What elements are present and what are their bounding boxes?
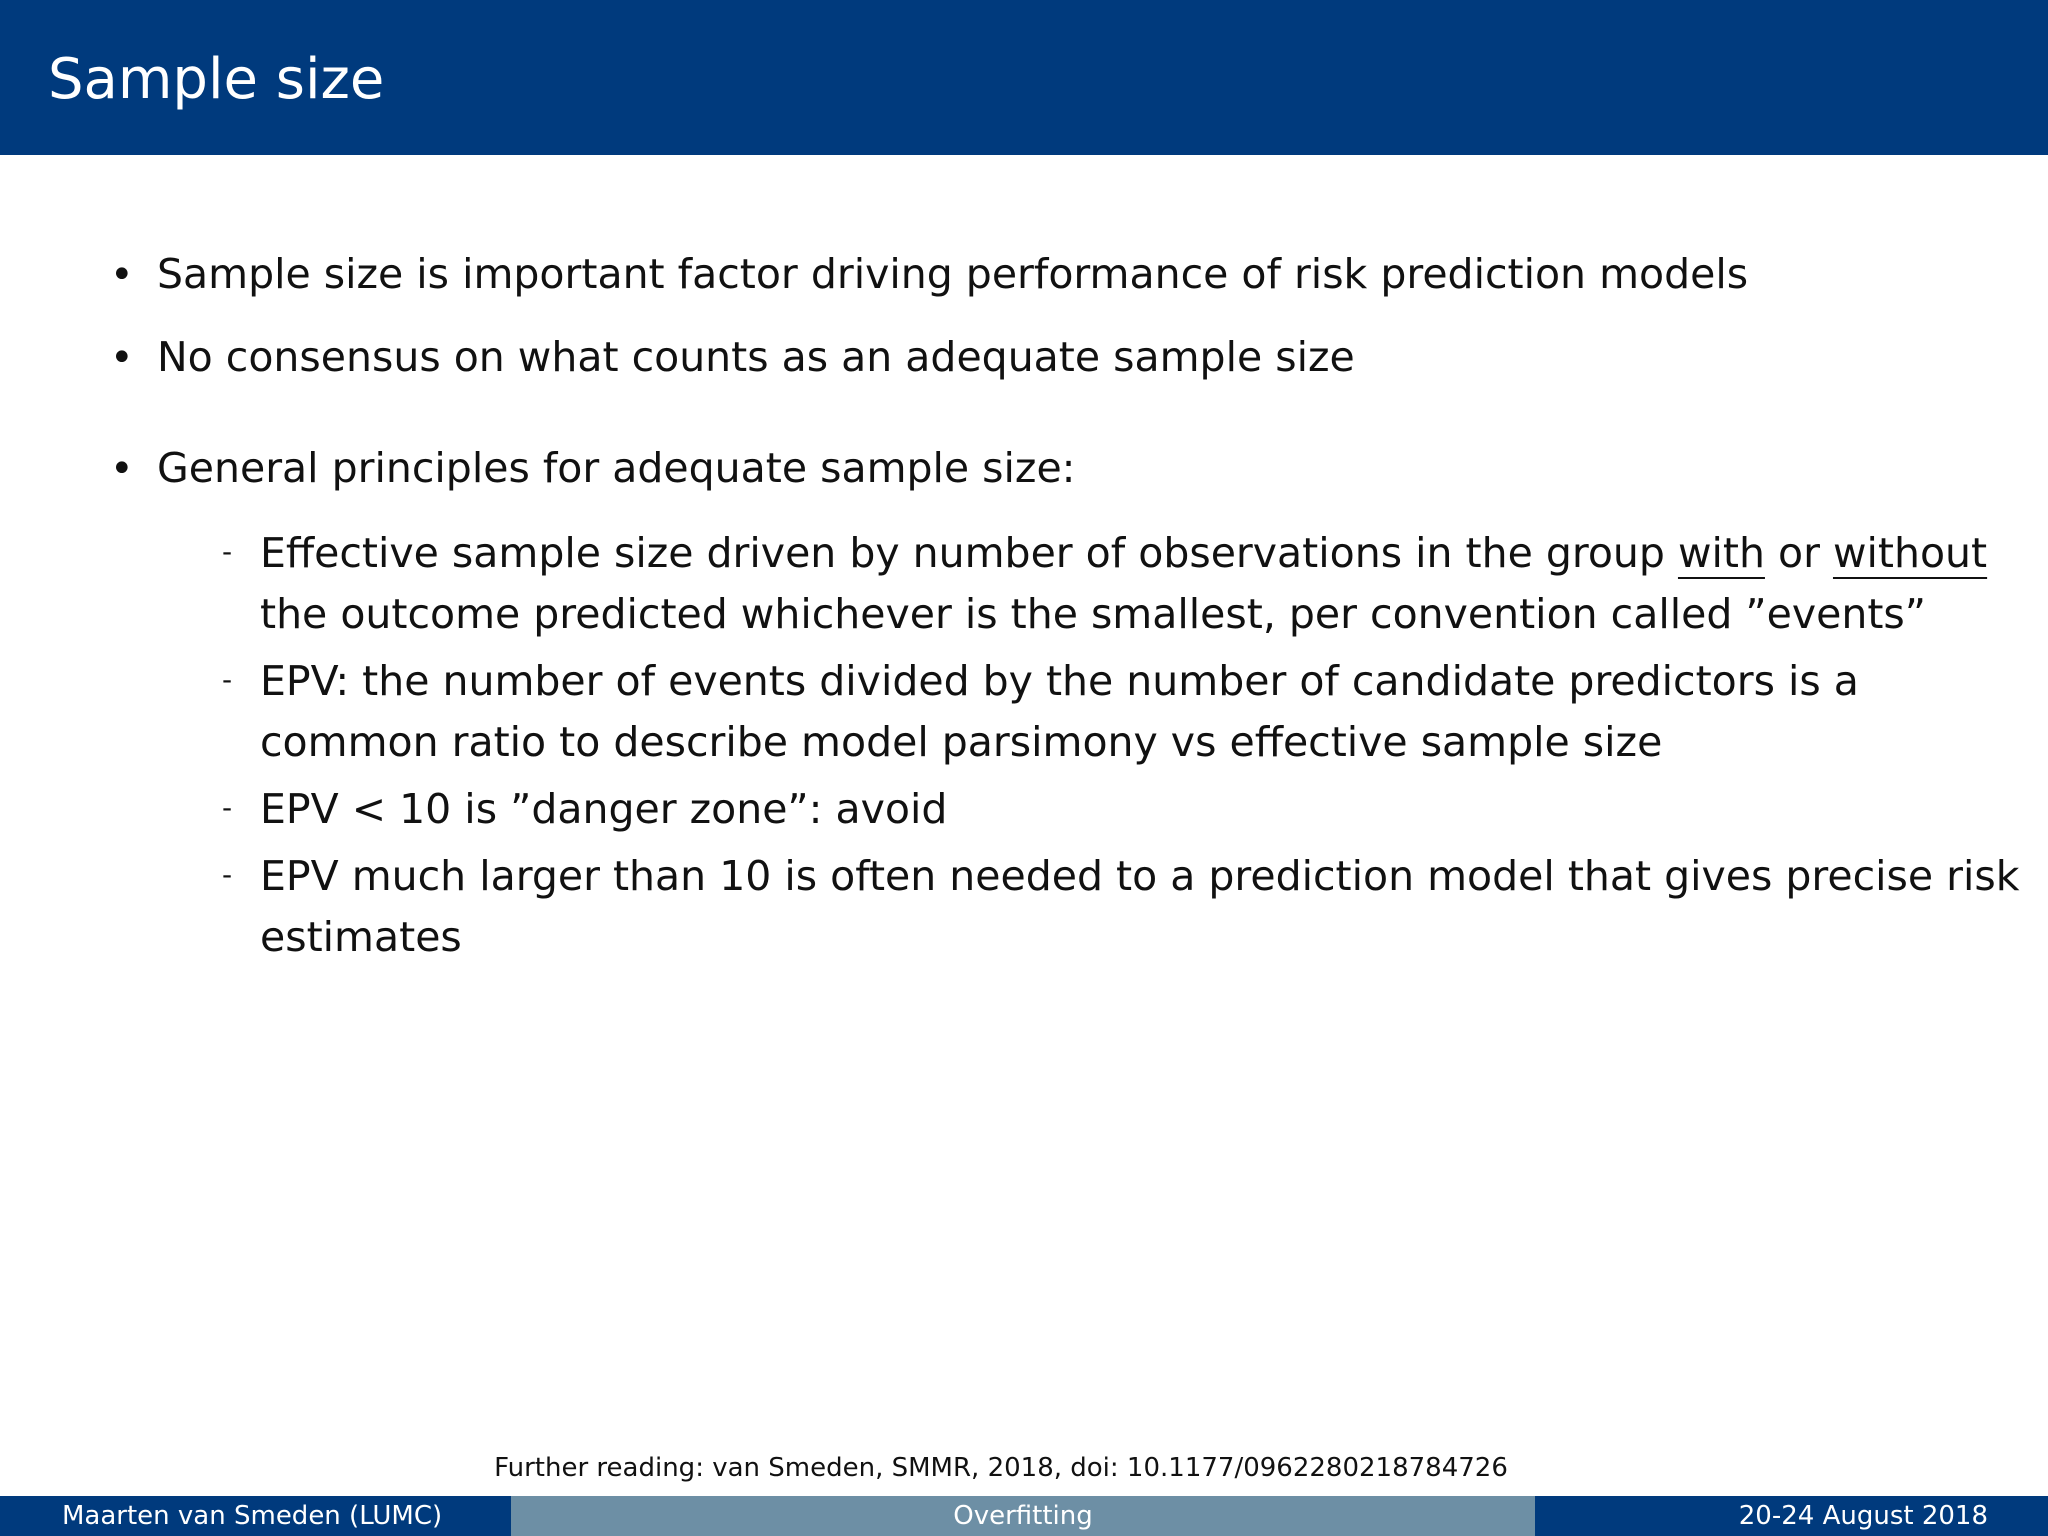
further-reading [0,1455,2048,1481]
sub-item-text: or [1764,529,1833,577]
bullet-icon: • [110,335,134,381]
dash-icon: - [222,535,233,568]
title-bar [0,0,2048,155]
bullet-item: Sample size is important factor driving performance of risk prediction models [157,250,1749,298]
sub-item: EPV much larger than 10 is often needed to a prediction model that gives precise risk estimates [260,852,2020,961]
sub-item [260,523,2020,645]
dash-icon: - [222,791,233,824]
bullet-icon: • [110,252,134,298]
dash-icon: - [222,858,233,891]
footer [0,1496,2048,1536]
dash-icon: - [222,663,233,696]
footer-topic: Overfitting [511,1496,1535,1536]
sub-item-text: the outcome predicted whichever is the smallest, per convention called ”events” [260,590,1927,638]
emphasis-with: with [1677,529,1765,577]
bullet-icon: • [110,446,134,492]
sub-item-text: Effective sample size driven by number of observations in the group [260,529,1678,577]
sub-item: EPV < 10 is ”danger zone”: avoid [260,785,948,833]
footer-author: Maarten van Smeden (LUMC) [0,1496,511,1536]
emphasis-without: without [1832,529,1988,577]
bullet-item: General principles for adequate sample size: [157,444,1076,492]
sub-item: EPV: the number of events divided by the number of candidate predictors is a common ratio to describe model parsimony vs effective sample size [260,657,1859,766]
footer-date: 20-24 August 2018 [1535,1496,2048,1536]
slide-title: Sample size [48,47,385,112]
bullet-item: No consensus on what counts as an adequate sample size [157,333,1355,381]
further-reading-text: Further reading: van Smeden, SMMR, 2018, doi: 10.1177/0962280218784726 [494,1453,1508,1483]
